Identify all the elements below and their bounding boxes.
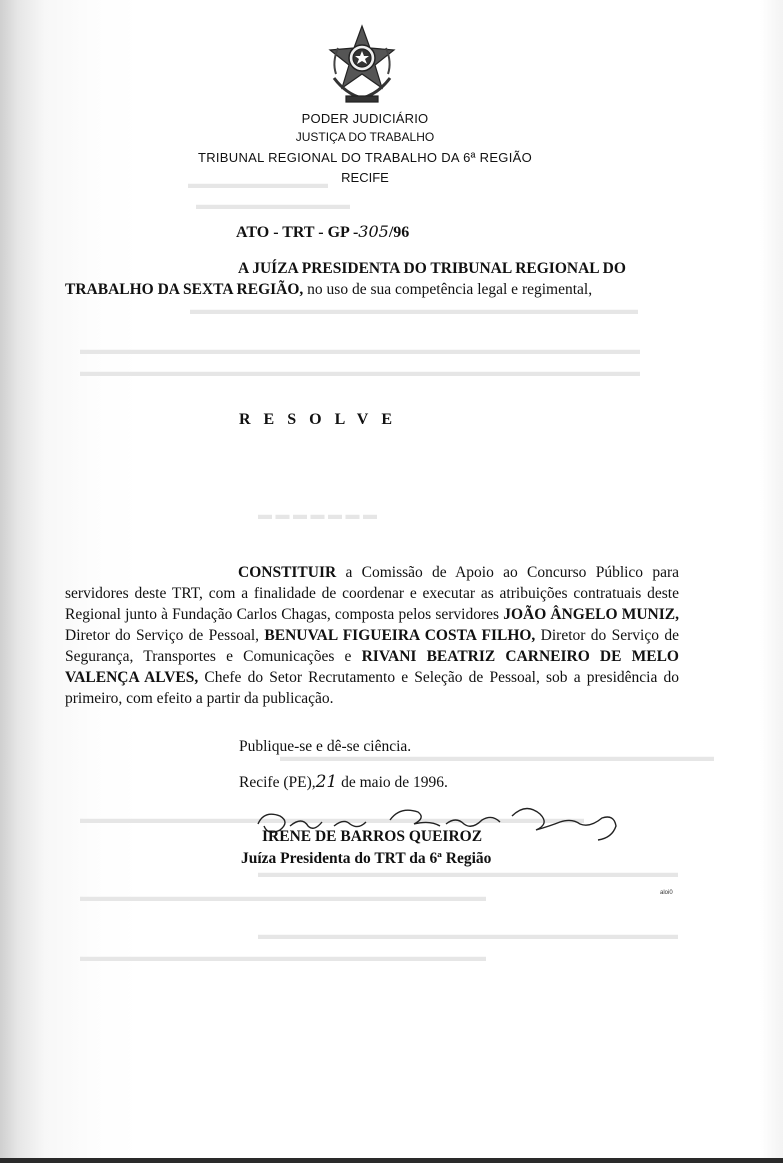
header-line-recife: RECIFE: [341, 170, 389, 185]
header-line-poder-judiciario: PODER JUDICIÁRIO: [301, 111, 429, 126]
act-handwritten-number: 305: [358, 222, 389, 241]
resolve-heading: RESOLVE: [239, 411, 405, 428]
preamble-paragraph: [65, 258, 679, 300]
member-benuval: BENUVAL FIGUEIRA COSTA FILHO,: [264, 627, 536, 644]
signatory-name: IRENE DE BARROS QUEIROZ: [262, 828, 483, 845]
body-text-2: Diretor do Serviço de Pessoal,: [65, 627, 265, 644]
date-line: [239, 772, 448, 792]
document-code: aloi0: [660, 890, 673, 896]
bleed-through-text: ▬▬▬▬▬▬▬▬▬▬▬: [196, 198, 350, 213]
body-text-3: Diretor do Serviço de Segurança, Transportes e Comunicações e: [65, 627, 679, 665]
act-prefix: ATO - TRT - GP -: [236, 224, 359, 241]
act-suffix: /96: [388, 224, 410, 241]
bleed-through-text: ▬▬▬▬▬▬▬▬▬▬▬▬▬▬▬▬▬▬▬▬▬▬▬▬▬▬▬▬▬▬▬▬: [190, 303, 638, 318]
bleed-through-text: ▬▬▬▬▬▬▬▬▬▬▬▬▬▬▬▬▬▬▬▬▬▬▬▬▬▬▬▬▬▬▬▬▬▬▬▬▬▬▬▬: [80, 365, 640, 380]
preamble-bold-2: TRABALHO DA SEXTA REGIÃO,: [65, 281, 304, 298]
body-text-4: Chefe do Setor Recrutamento e Seleção de Pessoal, sob a presidência do primeiro, com efeito a partir da publicação.: [65, 669, 680, 707]
date-handwritten-day: 21: [315, 772, 338, 792]
date-suffix: de maio de 1996.: [337, 774, 448, 791]
coat-of-arms-emblem: [326, 24, 398, 108]
signatory-title: Juíza Presidenta do TRT da 6ª Região: [241, 850, 492, 867]
act-number: [236, 222, 409, 242]
bleed-through-text: ▬▬▬▬▬▬▬▬▬▬▬▬▬▬▬▬▬▬▬▬▬▬▬▬▬▬▬▬▬▬▬▬▬▬▬▬: [80, 812, 584, 827]
preamble-first-line: [65, 258, 679, 279]
bleed-through-text: ▬▬▬▬▬▬▬▬▬▬▬▬▬▬▬▬▬▬▬▬▬▬▬▬▬▬▬▬▬▬▬: [280, 750, 714, 765]
member-joao: JOÃO ÂNGELO MUNIZ,: [503, 606, 679, 623]
publish-line: Publique-se e dê-se ciência.: [239, 738, 412, 755]
header-line-tribunal: TRIBUNAL REGIONAL DO TRABALHO DA 6ª REGIÃO: [197, 150, 533, 165]
preamble-second-line: [65, 279, 679, 300]
bleed-through-text: ▬▬▬▬▬▬▬▬▬▬▬▬▬▬▬▬▬▬▬▬▬▬▬▬▬▬▬▬▬▬: [258, 928, 678, 943]
body-text-1: a Comissão de Apoio ao Concurso Público para servidores deste TRT, com a finalidade de coordenar e executar as atribuições contratuais deste Regional junto à Fundação Carlos Chagas, composta pelos servidores: [65, 564, 679, 623]
date-prefix: Recife (PE),: [239, 774, 316, 791]
preamble-bold-1: A JUÍZA PRESIDENTA DO TRIBUNAL REGIONAL DO: [238, 260, 626, 277]
bleed-through-text: ▬▬▬▬▬▬▬▬▬▬: [188, 177, 328, 192]
bleed-through-text: ▬ ▬ ▬ ▬ ▬ ▬ ▬: [258, 508, 377, 523]
body-constituir: CONSTITUIR: [238, 564, 337, 581]
member-rivani: RIVANI BEATRIZ CARNEIRO DE MELO VALENÇA ALVES,: [65, 648, 679, 686]
bleed-through-text: ▬▬▬▬▬▬▬▬▬▬▬▬▬▬▬▬▬▬▬▬▬▬▬▬▬▬▬▬▬▬▬▬▬▬▬▬▬▬▬▬: [80, 343, 640, 358]
bleed-through-text: ▬▬▬▬▬▬▬▬▬▬▬▬▬▬▬▬▬▬▬▬▬▬▬▬▬▬▬▬▬▬: [258, 866, 678, 881]
bleed-through-text: ▬▬▬▬▬▬▬▬▬▬▬▬▬▬▬▬▬▬▬▬▬▬▬▬▬▬▬▬▬: [80, 950, 486, 965]
body-paragraph: [65, 562, 679, 709]
bleed-through-text: ▬▬▬▬▬▬▬▬▬▬▬▬▬▬▬▬▬▬▬▬▬▬▬▬▬▬▬▬▬: [80, 890, 486, 905]
preamble-rest: no uso de sua competência legal e regimental,: [303, 281, 593, 298]
header-line-justica-trabalho: JUSTIÇA DO TRABALHO: [295, 130, 435, 144]
scan-edge: [0, 1158, 783, 1163]
